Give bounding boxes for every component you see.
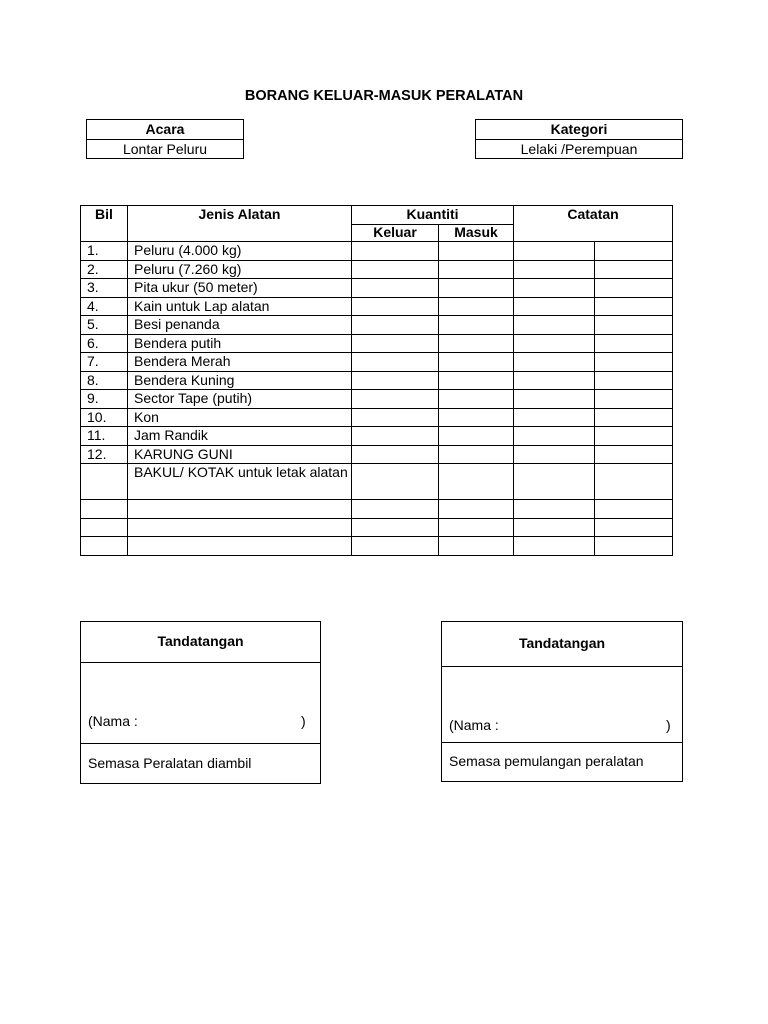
cell-bil: 8. bbox=[81, 371, 128, 390]
cell-keluar bbox=[352, 242, 439, 261]
cell-jenis-alatan: Sector Tape (putih) bbox=[128, 390, 352, 409]
cell-keluar bbox=[352, 408, 439, 427]
cell-catatan-1 bbox=[514, 445, 595, 464]
cell-keluar bbox=[352, 537, 439, 556]
cell-jenis-alatan: Kon bbox=[128, 408, 352, 427]
cell-catatan-2 bbox=[595, 316, 673, 335]
table-row bbox=[81, 242, 673, 261]
cell-keluar bbox=[352, 427, 439, 446]
signature-left-nama-close: ) bbox=[301, 713, 306, 729]
cell-catatan-2 bbox=[595, 537, 673, 556]
cell-catatan-1 bbox=[514, 371, 595, 390]
cell-catatan-1 bbox=[514, 334, 595, 353]
table-row bbox=[81, 316, 673, 335]
cell-catatan-1 bbox=[514, 500, 595, 519]
cell-keluar bbox=[352, 260, 439, 279]
cell-bil: 1. bbox=[81, 242, 128, 261]
cell-keluar bbox=[352, 445, 439, 464]
cell-masuk bbox=[439, 242, 514, 261]
header-bil: Bil bbox=[81, 206, 128, 242]
table-row bbox=[81, 371, 673, 390]
cell-jenis-alatan: Besi penanda bbox=[128, 316, 352, 335]
signature-right-caption: Semasa pemulangan peralatan bbox=[449, 753, 644, 769]
signature-right-area bbox=[442, 667, 682, 743]
cell-catatan-1 bbox=[514, 297, 595, 316]
cell-keluar bbox=[352, 316, 439, 335]
signature-box-right bbox=[441, 621, 683, 782]
cell-catatan-2 bbox=[595, 464, 673, 500]
cell-keluar bbox=[352, 500, 439, 519]
cell-catatan-1 bbox=[514, 260, 595, 279]
cell-jenis-alatan: Bendera Merah bbox=[128, 353, 352, 372]
cell-catatan-2 bbox=[595, 445, 673, 464]
table-row bbox=[81, 408, 673, 427]
signature-left-heading: Tandatangan bbox=[81, 622, 320, 663]
cell-catatan-1 bbox=[514, 518, 595, 537]
cell-catatan-2 bbox=[595, 260, 673, 279]
header-masuk: Masuk bbox=[439, 225, 514, 242]
signature-left-caption: Semasa Peralatan diambil bbox=[88, 755, 252, 771]
cell-masuk bbox=[439, 464, 514, 500]
cell-masuk bbox=[439, 390, 514, 409]
signature-left-area bbox=[81, 663, 320, 744]
cell-jenis-alatan: Jam Randik bbox=[128, 427, 352, 446]
kategori-box bbox=[475, 119, 683, 159]
cell-catatan-2 bbox=[595, 353, 673, 372]
cell-bil: 6. bbox=[81, 334, 128, 353]
form-title: BORANG KELUAR-MASUK PERALATAN bbox=[244, 88, 524, 104]
signature-right-nama-close: ) bbox=[666, 717, 671, 733]
cell-bil: 2. bbox=[81, 260, 128, 279]
header-kuantiti: Kuantiti bbox=[352, 206, 514, 225]
cell-jenis-alatan: Peluru (4.000 kg) bbox=[128, 242, 352, 261]
table-row bbox=[81, 334, 673, 353]
cell-catatan-2 bbox=[595, 279, 673, 298]
cell-keluar bbox=[352, 390, 439, 409]
cell-masuk bbox=[439, 316, 514, 335]
cell-bil bbox=[81, 537, 128, 556]
cell-masuk bbox=[439, 297, 514, 316]
cell-catatan-2 bbox=[595, 297, 673, 316]
cell-catatan-2 bbox=[595, 334, 673, 353]
cell-catatan-2 bbox=[595, 408, 673, 427]
header-jenis-alatan: Jenis Alatan bbox=[128, 206, 352, 242]
cell-bil: 7. bbox=[81, 353, 128, 372]
cell-bil: 10. bbox=[81, 408, 128, 427]
cell-jenis-alatan: Kain untuk Lap alatan bbox=[128, 297, 352, 316]
cell-jenis-alatan bbox=[128, 537, 352, 556]
cell-bil: 11. bbox=[81, 427, 128, 446]
cell-catatan-1 bbox=[514, 427, 595, 446]
acara-label: Acara bbox=[87, 120, 243, 140]
cell-masuk bbox=[439, 408, 514, 427]
cell-keluar bbox=[352, 297, 439, 316]
cell-keluar bbox=[352, 518, 439, 537]
kategori-value: Lelaki /Perempuan bbox=[520, 141, 638, 157]
cell-catatan-1 bbox=[514, 464, 595, 500]
cell-jenis-alatan: Bendera Kuning bbox=[128, 371, 352, 390]
cell-catatan-2 bbox=[595, 518, 673, 537]
signature-right-heading: Tandatangan bbox=[442, 622, 682, 667]
cell-bil: 12. bbox=[81, 445, 128, 464]
cell-bil bbox=[81, 464, 128, 500]
cell-jenis-alatan: Peluru (7.260 kg) bbox=[128, 260, 352, 279]
cell-catatan-1 bbox=[514, 279, 595, 298]
table-row bbox=[81, 427, 673, 446]
cell-masuk bbox=[439, 334, 514, 353]
table-row bbox=[81, 260, 673, 279]
cell-catatan-1 bbox=[514, 537, 595, 556]
cell-jenis-alatan: KARUNG GUNI bbox=[128, 445, 352, 464]
cell-jenis-alatan: BAKUL/ KOTAK untuk letak alatan bbox=[128, 464, 352, 500]
cell-catatan-2 bbox=[595, 427, 673, 446]
signature-box-left bbox=[80, 621, 321, 784]
acara-value: Lontar Peluru bbox=[122, 141, 208, 157]
equipment-table bbox=[80, 205, 673, 556]
cell-catatan-1 bbox=[514, 316, 595, 335]
cell-catatan-1 bbox=[514, 408, 595, 427]
cell-catatan-1 bbox=[514, 390, 595, 409]
cell-masuk bbox=[439, 537, 514, 556]
cell-catatan-2 bbox=[595, 371, 673, 390]
cell-masuk bbox=[439, 445, 514, 464]
cell-bil: 4. bbox=[81, 297, 128, 316]
cell-catatan-2 bbox=[595, 390, 673, 409]
table-row bbox=[81, 390, 673, 409]
header-catatan: Catatan bbox=[514, 206, 673, 242]
cell-jenis-alatan: Bendera putih bbox=[128, 334, 352, 353]
table-row bbox=[81, 279, 673, 298]
cell-masuk bbox=[439, 371, 514, 390]
cell-masuk bbox=[439, 518, 514, 537]
kategori-label: Kategori bbox=[476, 120, 682, 140]
table-row bbox=[81, 464, 673, 500]
table-row bbox=[81, 445, 673, 464]
cell-jenis-alatan bbox=[128, 500, 352, 519]
cell-keluar bbox=[352, 353, 439, 372]
cell-keluar bbox=[352, 371, 439, 390]
cell-masuk bbox=[439, 427, 514, 446]
cell-keluar bbox=[352, 334, 439, 353]
cell-keluar bbox=[352, 279, 439, 298]
signature-left-nama: (Nama : bbox=[88, 713, 138, 729]
cell-catatan-2 bbox=[595, 242, 673, 261]
cell-jenis-alatan: Pita ukur (50 meter) bbox=[128, 279, 352, 298]
cell-catatan-1 bbox=[514, 353, 595, 372]
header-keluar: Keluar bbox=[352, 225, 439, 242]
cell-keluar bbox=[352, 464, 439, 500]
cell-bil bbox=[81, 500, 128, 519]
cell-bil: 3. bbox=[81, 279, 128, 298]
cell-bil bbox=[81, 518, 128, 537]
table-row bbox=[81, 537, 673, 556]
table-row bbox=[81, 518, 673, 537]
cell-masuk bbox=[439, 279, 514, 298]
cell-bil: 9. bbox=[81, 390, 128, 409]
cell-masuk bbox=[439, 260, 514, 279]
cell-jenis-alatan bbox=[128, 518, 352, 537]
cell-masuk bbox=[439, 500, 514, 519]
cell-catatan-1 bbox=[514, 242, 595, 261]
cell-catatan-2 bbox=[595, 500, 673, 519]
acara-box bbox=[86, 119, 244, 159]
table-row bbox=[81, 297, 673, 316]
cell-masuk bbox=[439, 353, 514, 372]
cell-bil: 5. bbox=[81, 316, 128, 335]
table-row bbox=[81, 353, 673, 372]
table-row bbox=[81, 500, 673, 519]
signature-right-nama: (Nama : bbox=[449, 717, 499, 733]
